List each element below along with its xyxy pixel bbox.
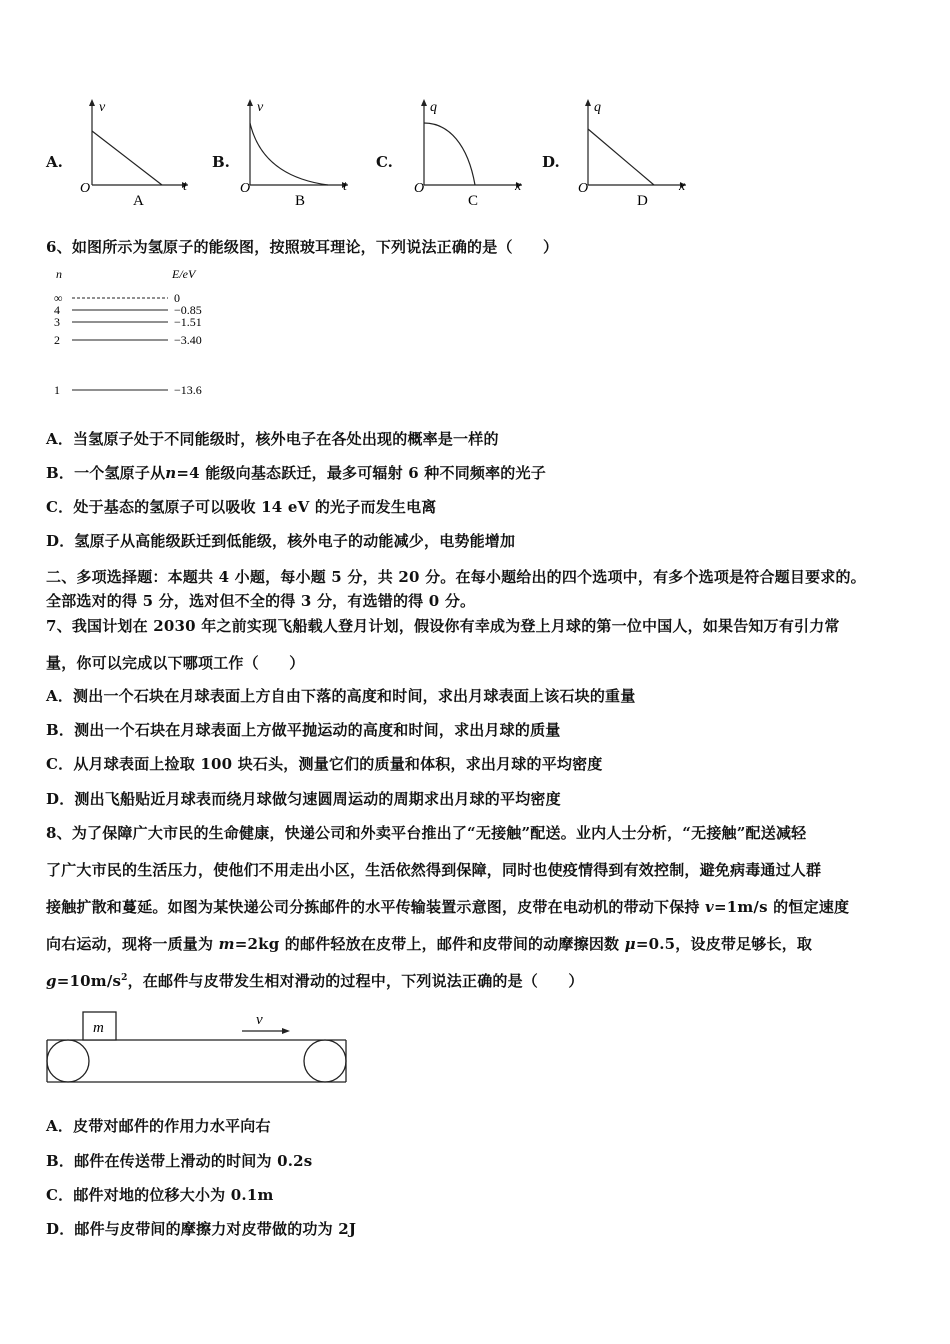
q8-option-c: C．邮件对地的位移大小为 0.1m [46,1186,274,1204]
level-1-n: 1 [54,383,60,397]
level-inf-e: 0 [174,291,180,305]
q8-line5-sup: 2 [121,973,128,983]
graph-d-caption: D [637,193,648,209]
graph-c-curve [424,123,475,185]
graph-c-caption: C [468,193,479,209]
energy-e-header: E/eV [172,267,196,281]
left-pulley [47,1040,89,1082]
velocity-arrow-head [282,1028,290,1034]
q7-line2: 量，你可以完成以下哪项工作（ ） [46,654,305,672]
q7-option-d: D．测出飞船贴近月球表而绕月球做匀速圆周运动的周期求出月球的平均密度 [46,790,561,808]
graph-b-origin: O [240,181,251,196]
q7-line1: 7、我国计划在 2030 年之前实现飞船载人登月计划，假设你有幸成为登上月球的第一位中国人，如果告知万有引力常 [46,617,840,635]
q8-line3-var: v [705,898,714,916]
graph-b-x-label: t [343,179,347,194]
q6-option-b-var: n [165,464,177,482]
q8-line3-pre: 接触扩散和蔓延。如图为某快递公司分拣邮件的水平传输装置示意图，皮带在电动机的带动下保持 [46,898,706,916]
level-1-e: −13.6 [174,383,202,397]
graph-d-curve [588,129,654,185]
q6-option-a: A．当氢原子处于不同能级时，核外电子在各处出现的概率是一样的 [46,430,499,448]
q6-option-b [46,462,546,483]
graph-a-curve [92,131,162,185]
graph-a [70,95,200,210]
graph-d [568,95,698,210]
level-3-n: 3 [54,315,60,329]
right-pulley [304,1040,346,1082]
q8-line2: 了广大市民的生活压力，使他们不用走出小区，生活依然得到保障，同时也使疫情得到有效控制，避免病毒通过人群 [46,861,822,879]
q6-option-d: D．氢原子从高能级跃迁到低能级，核外电子的动能减少，电势能增加 [46,532,516,550]
graph-d-y-label: q [594,100,601,115]
energy-level-diagram [46,262,246,402]
q6-option-b-pre: B．一个氢原子从 [46,464,166,482]
graph-b-caption: B [295,193,306,209]
q6-stem: 6、如图所示为氢原子的能级图，按照玻耳理论，下列说法正确的是（ ） [46,238,559,256]
energy-n-header: n [56,267,62,281]
graph-b-curve [250,123,328,185]
q8-line3 [46,896,849,917]
section2-line2: 全部选对的得 5 分，选对但不全的得 3 分，有选错的得 0 分。 [46,592,476,610]
q8-option-d: D．邮件与皮带间的摩擦力对皮带做的功为 2J [46,1220,357,1238]
graph-option-label-c: C. [376,153,393,171]
velocity-label: v [256,1012,263,1028]
graph-b [228,95,358,210]
level-2-e: −3.40 [174,333,202,347]
q8-line3-post: =1m/s 的恒定速度 [713,898,850,916]
q8-line5-val: =10m/s [56,972,122,990]
level-4-e: −0.85 [174,303,202,317]
graph-c-origin: O [414,181,425,196]
graph-b-y-label: v [257,100,264,115]
graph-a-caption: A [133,193,144,209]
graph-b-y-arrow [247,99,253,106]
section2-line1: 二、多项选择题：本题共 4 小题，每小题 5 分，共 20 分。在每小题给出的四个选项中，有多个选项是符合题目要求的。 [46,568,866,586]
graph-c-y-arrow [421,99,427,106]
graph-option-label-a: A. [46,153,63,171]
q6-option-b-post: =4 能级向基态跃迁，最多可辐射 6 种不同频率的光子 [176,464,546,482]
level-2-n: 2 [54,333,60,347]
graph-d-origin: O [578,181,589,196]
graph-a-y-label: v [99,100,106,115]
graph-c-y-label: q [430,100,437,115]
q8-line5-post: ，在邮件与皮带发生相对滑动的过程中，下列说法正确的是（ ） [127,972,584,990]
conveyor-diagram [44,1008,354,1088]
graph-d-y-arrow [585,99,591,106]
q8-line4-var-m: m [218,935,235,953]
graph-c [404,95,534,210]
q8-line4-post: =0.5，设皮带足够长，取 [635,935,813,953]
graph-d-x-label: x [679,179,686,194]
graph-option-label-d: D. [542,153,560,171]
q7-option-a: A．测出一个石块在月球表面上方自由下落的高度和时间，求出月球表面上该石块的重量 [46,687,636,705]
q8-option-b: B．邮件在传送带上滑动的时间为 0.2s [46,1152,313,1170]
graph-a-origin: O [80,181,91,196]
q8-line4-pre: 向右运动，现将一质量为 [46,935,219,953]
q8-option-a: A．皮带对邮件的作用力水平向右 [46,1117,271,1135]
q8-line4-mid: =2kg 的邮件轻放在皮带上，邮件和皮带间的动摩擦因数 [234,935,625,953]
level-3-e: −1.51 [174,315,202,329]
q8-line1: 8、为了保障广大市民的生命健康，快递公司和外卖平台推出了“无接触”配送。业内人士分析，“无接触”配送减轻 [46,824,807,842]
level-4-n: 4 [54,303,60,317]
mass-label: m [93,1020,104,1036]
level-inf-n: ∞ [54,291,63,305]
q8-line4 [46,933,812,954]
graph-a-y-arrow [89,99,95,106]
q8-line5-var-g: g [46,972,57,990]
graph-option-label-b: B. [212,153,230,171]
q8-line4-var-mu: μ [624,935,636,953]
q6-option-c: C．处于基态的氢原子可以吸收 14 eV 的光子而发生电离 [46,498,437,516]
graph-a-x-label: t [183,179,187,194]
q7-option-c: C．从月球表面上捡取 100 块石头，测量它们的质量和体积，求出月球的平均密度 [46,755,603,773]
q7-option-b: B．测出一个石块在月球表面上方做平抛运动的高度和时间，求出月球的质量 [46,721,561,739]
q8-line5 [46,970,584,991]
graph-c-x-label: x [515,179,522,194]
